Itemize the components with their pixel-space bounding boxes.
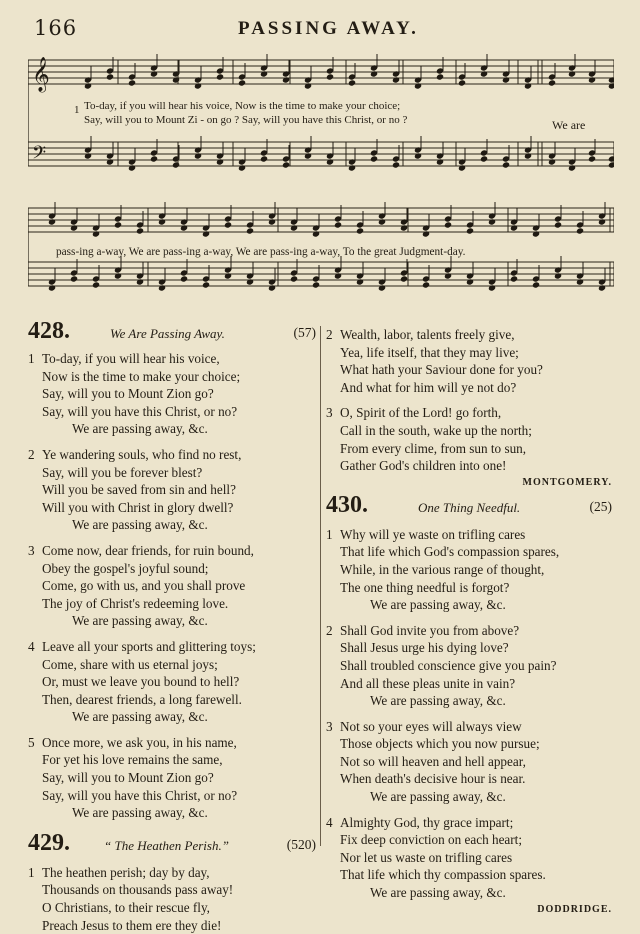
verse-line: [326, 718, 612, 736]
verse-line: [326, 849, 612, 867]
verse: [28, 446, 316, 534]
verse-line-text: Obey the gospel's joyful sound;: [42, 560, 209, 576]
verse-line-text: Come, go with us, and you shall prove: [42, 578, 246, 594]
hymn-reference: (57): [293, 325, 316, 340]
verse-line-text: Thousands on thousands pass away!: [42, 882, 234, 898]
verse: [326, 526, 612, 614]
hymn-reference: (520): [286, 836, 316, 852]
verse-line: [28, 499, 316, 517]
verse-line: [28, 881, 316, 899]
hymn-author: DODDRIDGE.: [537, 903, 612, 915]
verse-line-text: That life which God's compassion spares,: [340, 544, 560, 560]
chorus-line: We are passing away, &c.: [370, 693, 506, 709]
verse-line: [326, 814, 612, 832]
verse-line-text: To-day, if you will hear his voice,: [42, 351, 220, 366]
chorus-line: We are passing away, &c.: [72, 517, 208, 533]
music-lyric-line-3: pass-ing a-way, We are pass-ing a-way, We are pass-ing a-way, To the great Judgment-day.: [56, 246, 466, 258]
music-lyric-line-1: Το-day, if you will hear his voice, Now is the time to make your choice;: [84, 100, 401, 112]
verse-line: [28, 464, 316, 482]
verse-line: [326, 379, 612, 397]
verse: [326, 814, 612, 902]
hymn-author: MONTGOMERY.: [522, 476, 612, 488]
verse-line: [326, 622, 612, 640]
verse-line-text: For yet his love remains the same,: [42, 752, 223, 768]
page-number: 166: [34, 16, 78, 40]
verse-line-text: Not so will heaven and hell appear,: [340, 753, 526, 769]
verse-line-text: Say, will you be forever blest?: [42, 464, 203, 480]
verse-line-text: Come now, dear friends, for ruin bound,: [42, 542, 254, 558]
verse-number: 1: [28, 351, 35, 366]
verse-line-text: Why will ye waste on trifling cares: [340, 526, 526, 542]
page-title: PASSING AWAY.: [238, 18, 419, 39]
hymn-title: “ The Heathen Perish.”: [104, 837, 229, 853]
verse-line: [28, 638, 316, 656]
verse-line-text: Then, dearest friends, a long farewell.: [42, 691, 242, 707]
verse: [28, 734, 316, 822]
music-staff-system-1: [28, 50, 614, 210]
chorus-line: We are passing away, &c.: [370, 597, 506, 613]
verse-line-text: Come, share with us eternal joys;: [42, 656, 218, 672]
verse-line: [326, 326, 612, 344]
svg-text:𝄞: 𝄞: [32, 57, 50, 92]
verse: [326, 404, 612, 474]
verse-line-text: The joy of Christ's redeeming love.: [42, 595, 229, 611]
verse-line: [28, 403, 316, 421]
verse-line-text: Fix deep conviction on each heart;: [340, 832, 522, 848]
hymn-428-header: [28, 318, 316, 346]
chorus-line: We are passing away, &c.: [72, 613, 208, 629]
verse-line: [326, 361, 612, 379]
verse-line: [28, 751, 316, 769]
verse-line: [326, 457, 612, 475]
verse-line: [326, 543, 612, 561]
verse-line-text: Those objects which you now pursue;: [340, 736, 540, 752]
verse-line: [326, 675, 612, 693]
verse-line: [326, 831, 612, 849]
verse-line-text: O, Spirit of the Lord! go forth,: [340, 405, 502, 421]
svg-text:𝄢: 𝄢: [32, 143, 47, 168]
verse: [28, 864, 316, 934]
chorus-line: We are passing away, &c.: [370, 789, 506, 805]
hymn-number: 428.: [28, 318, 70, 344]
music-refrain-start: We are: [552, 118, 586, 132]
verse-line-text: Shall God invite you from above?: [340, 622, 520, 638]
verse-line: [28, 542, 316, 560]
verse-line: [28, 691, 316, 709]
verse-line-text: Say, will you to Mount Zion go?: [42, 770, 214, 786]
verse-line-text: Will you with Christ in glory dwell?: [42, 499, 234, 515]
chorus-line: We are passing away, &c.: [370, 885, 506, 901]
verse-line-text: Once more, we ask you, in his name,: [42, 734, 237, 750]
verse-line: [28, 446, 316, 464]
verse: [326, 326, 612, 396]
verse-line-text: The heathen perish; day by day,: [42, 864, 210, 880]
hymn-429-header: [28, 829, 316, 858]
verse-line: [326, 770, 612, 788]
verse-line-text: Preach Jesus to them ere they die!: [42, 917, 222, 933]
verse: [326, 718, 612, 806]
verse-line-text: Nor let us waste on trifling cares: [340, 849, 513, 865]
right-column: [326, 322, 612, 915]
verse-line: [326, 753, 612, 771]
verse-line-text: Say, will you have this Christ, or no?: [42, 787, 238, 803]
verse-line-text: That life which thy compassion spares.: [340, 867, 546, 883]
verse-line: [28, 595, 316, 613]
verse-number: 2: [28, 446, 35, 462]
hymn-title: One Thing Needful.: [418, 499, 521, 515]
verse-number: 3: [326, 718, 333, 734]
verse-line-text: Not so your eyes will always view: [340, 718, 522, 734]
column-divider: [320, 326, 321, 846]
verse-line: [28, 917, 316, 934]
hymn-reference: (25): [589, 498, 612, 514]
hymn-number: 429.: [28, 829, 70, 856]
chorus-line: We are passing away, &c.: [72, 805, 208, 821]
verse-line-text: From every clime, from sun to sun,: [340, 440, 527, 456]
verse-line-text: Say, will you have this Christ, or no?: [42, 403, 238, 419]
verse-line: [28, 368, 316, 386]
verse-line-text: Say, will you to Mount Zion go?: [42, 386, 214, 402]
verse-line-text: Gather God's children into one!: [340, 458, 507, 474]
verse-line-text: Leave all your sports and glittering toys;: [42, 638, 256, 654]
verse-line: [28, 385, 316, 403]
verse-number: 4: [326, 814, 333, 830]
verse-line: [28, 899, 316, 917]
hymn-title: We Are Passing Away.: [110, 326, 225, 341]
verse-number: 3: [326, 405, 333, 421]
verse-line: [28, 656, 316, 674]
verse-line: [326, 440, 612, 458]
verse-line: [326, 526, 612, 544]
verse-number: 4: [28, 638, 35, 654]
chorus-line: We are passing away, &c.: [72, 709, 208, 725]
verse-line: [28, 350, 316, 368]
verse: [28, 638, 316, 726]
verse-line-text: Shall Jesus urge his dying love?: [340, 640, 509, 656]
music-verse-marker: 1: [74, 104, 80, 116]
verse-line: [326, 344, 612, 362]
verse-number: 2: [326, 327, 333, 342]
verse-line-text: Or, must we leave you bound to hell?: [42, 674, 240, 690]
verse-line-text: While, in the various range of thought,: [340, 561, 545, 577]
verse-line-text: Yea, life itself, that they may live;: [340, 344, 519, 360]
verse-line-text: Now is the time to make your choice;: [42, 368, 241, 384]
verse-line-text: And all these pleas unite in vain?: [340, 675, 516, 691]
verse-line: [28, 577, 316, 595]
left-column: [28, 318, 316, 934]
verse-line: [28, 673, 316, 691]
verse-line: [326, 561, 612, 579]
verse-line: [28, 769, 316, 787]
verse-number: 5: [28, 734, 35, 750]
verse-line: [28, 864, 316, 882]
verse-line-text: What hath your Saviour done for you?: [340, 362, 543, 378]
verse-number: 2: [326, 622, 333, 638]
hymn-430-header: [326, 491, 612, 520]
verse-number: 1: [28, 864, 35, 880]
verse-line: [326, 422, 612, 440]
verse-line-text: Ye wandering souls, who find no rest,: [42, 446, 242, 462]
verse-line: [326, 404, 612, 422]
verse-line: [326, 579, 612, 597]
verse-line: [326, 735, 612, 753]
verse-line: [28, 787, 316, 805]
verse-line: [28, 481, 316, 499]
chorus-line: We are passing away, &c.: [72, 421, 208, 437]
verse-line: [28, 560, 316, 578]
verse-number: 3: [28, 542, 35, 558]
verse-number: 1: [326, 526, 333, 542]
verse-line-text: Wealth, labor, talents freely give,: [340, 327, 515, 342]
music-lyric-line-2: Say, will you to Mount Zi - on go ? Say, will you have this Christ, or no ?: [84, 114, 408, 126]
verse: [28, 542, 316, 630]
verse-line-text: And what for him will ye not do?: [340, 379, 517, 395]
verse-line-text: Almighty God, thy grace impart;: [340, 814, 514, 830]
verse-line-text: Call in the south, wake up the north;: [340, 422, 532, 438]
verse-line: [326, 866, 612, 884]
verse-line-text: Shall troubled conscience give you pain?: [340, 657, 557, 673]
verse-line-text: When death's decisive hour is near.: [340, 771, 526, 787]
verse-line-text: The one thing needful is forgot?: [340, 579, 510, 595]
verse-line-text: Will you be saved from sin and hell?: [42, 482, 236, 498]
verse-line: [326, 639, 612, 657]
verse: [28, 350, 316, 438]
hymn-number: 430.: [326, 491, 368, 518]
verse-line: [326, 657, 612, 675]
verse-line: [28, 734, 316, 752]
verse-line-text: O Christians, to their rescue fly,: [42, 900, 210, 916]
verse: [326, 622, 612, 710]
